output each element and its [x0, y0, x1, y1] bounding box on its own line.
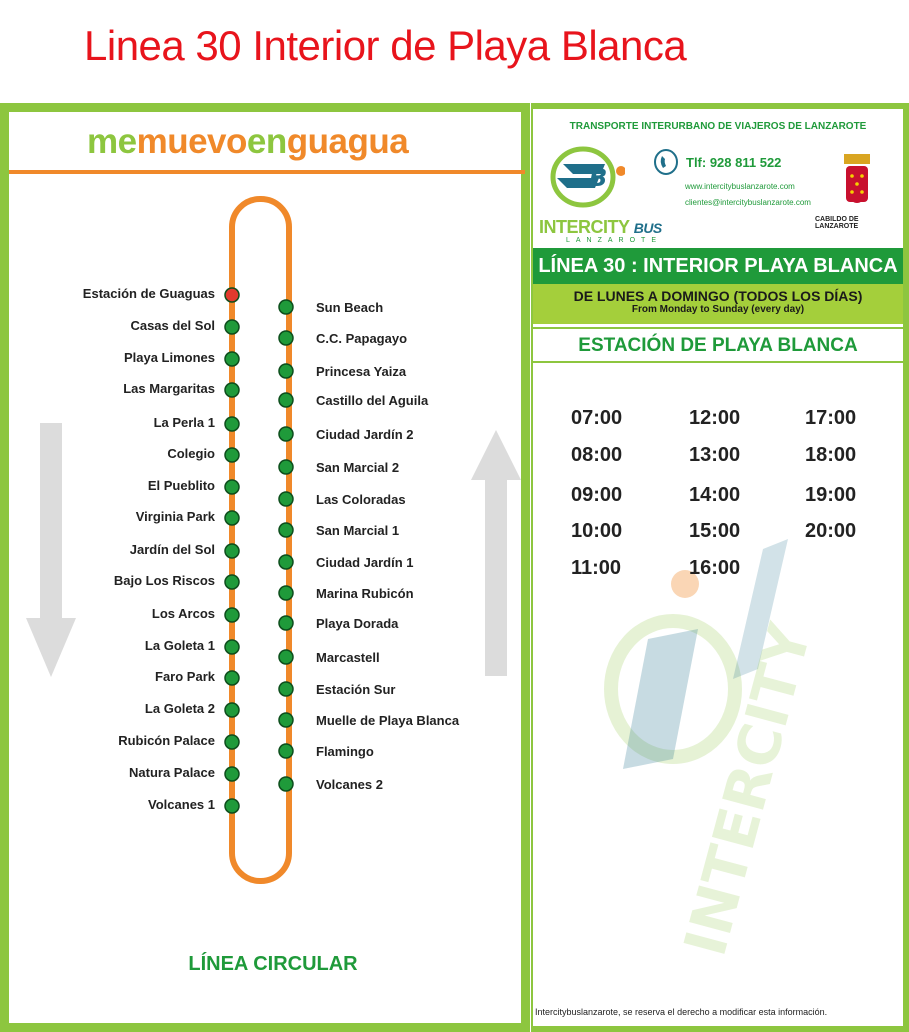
brand-part-muevo: muevo: [136, 122, 247, 161]
stop-label-up: C.C. Papagayo: [316, 331, 408, 346]
intercity-wordmark: [539, 217, 662, 238]
departure-time: 10:00: [571, 520, 623, 542]
stop-label-down: Virginia Park: [135, 509, 215, 524]
stop-marker-up: [279, 555, 293, 569]
phone-icon: [653, 149, 679, 175]
stop-label-up: Las Coloradas: [316, 492, 406, 507]
stop-marker-up: [279, 427, 293, 441]
stop-marker-down: [225, 799, 239, 813]
svg-text:B: B: [589, 164, 608, 192]
days-english: From Monday to Sunday (every day): [631, 304, 805, 315]
stop-label-down: Bajo Los Riscos: [113, 573, 215, 588]
arrow-down-icon: [26, 423, 76, 678]
departure-time: 16:00: [689, 557, 741, 579]
stop-marker-down: [225, 640, 239, 654]
departure-time: 15:00: [689, 520, 741, 542]
route-diagram: [9, 112, 521, 1032]
stop-label-up: Marcastell: [316, 650, 380, 665]
stop-label-down: La Goleta 2: [144, 701, 215, 716]
website-link[interactable]: www.intercitybuslanzarote.com: [685, 182, 795, 191]
intercity-word: INTERCITY: [539, 217, 630, 237]
arrow-up-icon: [471, 430, 521, 680]
stop-marker-down: [225, 575, 239, 589]
departure-time: 20:00: [805, 520, 857, 542]
departure-time: 11:00: [571, 557, 622, 579]
station-title: ESTACIÓN DE PLAYA BLANCA: [533, 327, 903, 363]
stop-label-up: Ciudad Jardín 1: [316, 555, 414, 570]
circular-line-label: LÍNEA CIRCULAR: [188, 953, 358, 975]
departure-time: 17:00: [805, 407, 857, 429]
stop-label-up: Playa Dorada: [316, 616, 399, 631]
departure-time: 13:00: [689, 444, 741, 466]
page-title: Linea 30 Interior de Playa Blanca: [84, 22, 687, 69]
stop-marker-up: [279, 523, 293, 537]
coat-of-arms-icon: [838, 154, 876, 214]
disclaimer: Intercitybuslanzarote, se reserva el derecho a modificar esta información.: [535, 1007, 828, 1017]
stop-marker-down: [225, 480, 239, 494]
stop-marker-down: [225, 417, 239, 431]
stop-label-down: Playa Limones: [123, 350, 215, 365]
stop-label-up: Princesa Yaiza: [316, 364, 407, 379]
stop-marker-up: [279, 393, 293, 407]
stop-marker-up: [279, 650, 293, 664]
phone-number: Tlf: 928 811 522: [686, 155, 782, 170]
stop-marker-up: [279, 300, 293, 314]
departure-time: 09:00: [571, 484, 623, 506]
stop-marker-down: [225, 448, 239, 462]
stop-label-down: La Perla 1: [153, 415, 215, 430]
departure-time: 18:00: [805, 444, 857, 466]
stop-label-down: Natura Palace: [129, 765, 215, 780]
stop-label-down: Jardín del Sol: [129, 542, 215, 557]
stop-label-down: Las Margaritas: [123, 381, 215, 396]
lanzarote-wordmark: LANZAROTE: [566, 237, 663, 244]
stop-marker-up: [279, 460, 293, 474]
stop-marker-up: [279, 331, 293, 345]
stop-marker-up: [279, 616, 293, 630]
stop-label-up: Volcanes 2: [316, 777, 383, 792]
stop-marker-down: [225, 703, 239, 717]
stop-marker-down: [225, 511, 239, 525]
stop-marker-down: [225, 288, 239, 302]
departure-time: 08:00: [571, 444, 623, 466]
email-link[interactable]: clientes@intercitybuslanzarote.com: [685, 198, 811, 207]
stop-label-up: Muelle de Playa Blanca: [316, 713, 460, 728]
stop-label-down: Casas del Sol: [130, 318, 215, 333]
stop-label-down: La Goleta 1: [144, 638, 215, 653]
stop-marker-up: [279, 777, 293, 791]
stop-label-up: Marina Rubicón: [316, 586, 414, 601]
departure-time: 14:00: [689, 484, 741, 506]
stop-marker-up: [279, 586, 293, 600]
stop-label-up: San Marcial 1: [316, 523, 400, 538]
stop-marker-down: [225, 767, 239, 781]
departure-time: 07:00: [571, 407, 623, 429]
stop-label-up: Estación Sur: [316, 682, 396, 697]
bus-word: BUS: [633, 220, 662, 236]
stop-label-down: Los Arcos: [151, 606, 215, 621]
stop-marker-down: [225, 544, 239, 558]
stop-marker-up: [279, 492, 293, 506]
stop-label-up: San Marcial 2: [316, 460, 400, 475]
stop-marker-up: [279, 713, 293, 727]
days-bar: [533, 284, 903, 324]
stop-label-down: Volcanes 1: [148, 797, 215, 812]
stop-marker-up: [279, 364, 293, 378]
route-map-panel: [0, 103, 530, 1032]
operator-header: TRANSPORTE INTERURBANO DE VIAJEROS DE LANZAROTE: [569, 121, 867, 132]
stop-label-down: Faro Park: [155, 669, 215, 684]
stop-marker-down: [225, 383, 239, 397]
stop-label-up: Sun Beach: [316, 300, 384, 315]
stop-marker-down: [225, 352, 239, 366]
departure-time: 19:00: [805, 484, 857, 506]
intercity-b-logo-icon: [543, 142, 625, 212]
departure-time: 12:00: [689, 407, 741, 429]
stop-label-up: Flamingo: [316, 744, 374, 759]
brand-part-me: me: [87, 122, 137, 161]
cabildo-label: CABILDO DE LANZAROTE: [815, 216, 859, 230]
stop-marker-down: [225, 608, 239, 622]
stop-label-down: Estación de Guaguas: [82, 286, 215, 301]
line-title-bar: LÍNEA 30 : INTERIOR PLAYA BLANCA: [533, 248, 903, 284]
stop-label-up: Castillo del Aguila: [316, 393, 429, 408]
stop-label-down: Rubicón Palace: [118, 733, 215, 748]
brand-part-en: en: [246, 122, 287, 161]
svg-text:INTERCITY: INTERCITY: [670, 616, 825, 963]
stop-marker-up: [279, 682, 293, 696]
stop-label-down: El Pueblito: [147, 478, 215, 493]
stop-label-down: Colegio: [167, 446, 215, 461]
timetable-panel: [531, 103, 909, 1032]
stop-marker-up: [279, 744, 293, 758]
stop-marker-down: [225, 320, 239, 334]
stop-label-up: Ciudad Jardín 2: [316, 427, 414, 442]
stop-marker-down: [225, 671, 239, 685]
brand-part-guagua: guagua: [286, 122, 409, 161]
days-spanish: DE LUNES A DOMINGO (TODOS LOS DÍAS): [573, 288, 863, 304]
stop-marker-down: [225, 735, 239, 749]
